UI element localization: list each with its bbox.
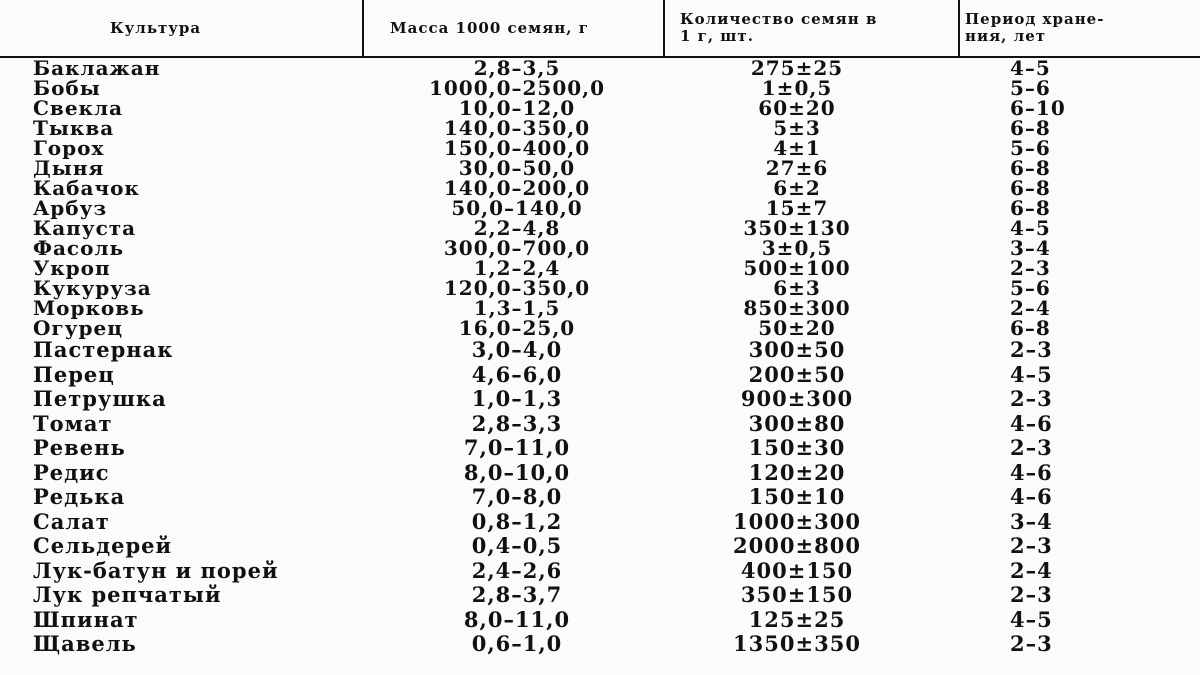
table-row — [0, 412, 1200, 437]
count-cell: 6±3 — [773, 276, 821, 300]
table-row — [0, 298, 1200, 318]
mass-cell: 140,0–350,0 — [443, 116, 591, 140]
mass-cell: 300,0–700,0 — [443, 236, 591, 260]
culture-cell: Салат — [33, 508, 110, 534]
table-row — [0, 158, 1200, 178]
count-cell: 27±6 — [765, 156, 829, 180]
count-cell: 3±0,5 — [761, 236, 833, 260]
culture-cell: Бобы — [33, 76, 101, 100]
period-cell: 2–3 — [1010, 386, 1053, 411]
period-cell: 2–3 — [1010, 631, 1053, 656]
header-divider — [362, 0, 364, 56]
mass-cell: 2,8–3,3 — [471, 410, 563, 436]
mass-cell: 0,4–0,5 — [471, 533, 563, 558]
period-cell: 4–5 — [1010, 216, 1051, 240]
mass-cell: 1,0–1,3 — [471, 386, 563, 411]
table-row — [0, 78, 1200, 98]
period-cell: 4–5 — [1010, 56, 1051, 80]
culture-cell: Томат — [33, 410, 113, 436]
culture-cell: Укроп — [33, 256, 111, 280]
culture-cell: Баклажан — [33, 56, 161, 80]
count-cell: 200±50 — [748, 361, 846, 387]
table-row — [0, 58, 1200, 78]
culture-cell: Петрушка — [33, 386, 167, 411]
mass-cell: 2,2–4,8 — [473, 216, 561, 240]
culture-cell: Дыня — [33, 156, 105, 180]
mass-cell: 8,0–11,0 — [463, 606, 571, 632]
count-cell: 150±30 — [748, 435, 846, 460]
period-cell: 5–6 — [1010, 76, 1051, 100]
table-row — [0, 338, 1200, 363]
count-cell: 500±100 — [743, 256, 851, 280]
count-cell: 400±150 — [740, 557, 854, 583]
mass-cell: 4,6–6,0 — [471, 361, 563, 387]
mass-cell: 16,0–25,0 — [458, 316, 576, 340]
table-row — [0, 98, 1200, 118]
period-cell: 6–8 — [1010, 196, 1051, 220]
table-row — [0, 510, 1200, 535]
table-row — [0, 559, 1200, 584]
period-cell: 6–10 — [1010, 96, 1066, 120]
table-row — [0, 198, 1200, 218]
count-cell: 15±7 — [765, 196, 829, 220]
culture-cell: Перец — [33, 361, 115, 387]
table-row — [0, 632, 1200, 657]
culture-cell: Пастернак — [33, 337, 174, 362]
count-cell: 275±25 — [750, 56, 844, 80]
mass-cell: 0,8–1,2 — [471, 508, 563, 534]
period-cell: 6–8 — [1010, 316, 1051, 340]
culture-cell: Щавель — [33, 631, 137, 656]
header-divider — [663, 0, 665, 56]
period-cell: 2–4 — [1010, 557, 1053, 583]
culture-cell: Свекла — [33, 96, 124, 120]
table-row — [0, 118, 1200, 138]
culture-cell: Горох — [33, 136, 105, 160]
table-row — [0, 218, 1200, 238]
table-row — [0, 461, 1200, 486]
mass-cell: 7,0–8,0 — [471, 484, 563, 509]
count-cell: 120±20 — [748, 459, 846, 485]
table-row — [0, 318, 1200, 338]
period-cell: 2–3 — [1010, 256, 1051, 280]
mass-cell: 150,0–400,0 — [443, 136, 591, 160]
table-body — [0, 58, 1200, 657]
culture-cell: Арбуз — [33, 196, 108, 220]
mass-cell: 120,0–350,0 — [443, 276, 591, 300]
count-cell: 350±150 — [740, 582, 854, 607]
period-cell: 6–8 — [1010, 116, 1051, 140]
period-cell: 5–6 — [1010, 276, 1051, 300]
count-cell: 850±300 — [743, 296, 851, 320]
period-cell: 4–6 — [1010, 410, 1053, 436]
header-count: Количество семян в 1 г, шт. — [680, 10, 878, 45]
table-row — [0, 138, 1200, 158]
table-header — [0, 0, 1200, 58]
period-cell: 3–4 — [1010, 236, 1051, 260]
count-cell: 1±0,5 — [761, 76, 833, 100]
mass-cell: 1000,0–2500,0 — [428, 76, 606, 100]
period-cell: 5–6 — [1010, 136, 1051, 160]
mass-cell: 8,0–10,0 — [463, 459, 571, 485]
mass-cell: 2,4–2,6 — [471, 557, 563, 583]
count-cell: 300±80 — [748, 410, 846, 436]
mass-cell: 0,6–1,0 — [471, 631, 563, 656]
count-cell: 60±20 — [758, 96, 836, 120]
culture-cell: Кабачок — [33, 176, 140, 200]
period-cell: 2–3 — [1010, 337, 1053, 362]
mass-cell: 30,0–50,0 — [458, 156, 576, 180]
culture-cell: Тыква — [33, 116, 115, 140]
table-row — [0, 387, 1200, 412]
culture-cell: Редис — [33, 459, 110, 485]
mass-cell: 10,0–12,0 — [458, 96, 576, 120]
period-cell: 4–5 — [1010, 361, 1053, 387]
header-period: Период хране- ния, лет — [965, 10, 1105, 45]
header-divider — [958, 0, 960, 56]
table-row — [0, 534, 1200, 559]
culture-cell: Лук-батун и порей — [33, 557, 279, 583]
count-cell: 300±50 — [748, 337, 846, 362]
period-cell: 2–4 — [1010, 296, 1051, 320]
mass-cell: 2,8–3,7 — [471, 582, 563, 607]
table-row — [0, 258, 1200, 278]
count-cell: 900±300 — [740, 386, 854, 411]
count-cell: 1350±350 — [733, 631, 861, 656]
period-cell: 4–5 — [1010, 606, 1053, 632]
table-row — [0, 238, 1200, 258]
mass-cell: 3,0–4,0 — [471, 337, 563, 362]
table-row — [0, 178, 1200, 198]
culture-cell: Сельдерей — [33, 533, 173, 558]
period-cell: 2–3 — [1010, 533, 1053, 558]
period-cell: 6–8 — [1010, 176, 1051, 200]
culture-cell: Фасоль — [33, 236, 125, 260]
period-cell: 2–3 — [1010, 582, 1053, 607]
culture-cell: Морковь — [33, 296, 145, 320]
table-row — [0, 485, 1200, 510]
count-cell: 4±1 — [773, 136, 821, 160]
culture-cell: Капуста — [33, 216, 137, 240]
mass-cell: 2,8–3,5 — [473, 56, 561, 80]
count-cell: 2000±800 — [733, 533, 861, 558]
period-cell: 4–6 — [1010, 484, 1053, 509]
table-row — [0, 608, 1200, 633]
culture-cell: Кукуруза — [33, 276, 152, 300]
culture-cell: Редька — [33, 484, 126, 509]
count-cell: 125±25 — [748, 606, 846, 632]
count-cell: 150±10 — [748, 484, 846, 509]
culture-cell: Шпинат — [33, 606, 139, 632]
table-row — [0, 363, 1200, 388]
culture-cell: Лук репчатый — [33, 582, 222, 607]
period-cell: 6–8 — [1010, 156, 1051, 180]
period-cell: 2–3 — [1010, 435, 1053, 460]
mass-cell: 140,0–200,0 — [443, 176, 591, 200]
table-row — [0, 436, 1200, 461]
count-cell: 350±130 — [743, 216, 851, 240]
period-cell: 3–4 — [1010, 508, 1053, 534]
count-cell: 5±3 — [773, 116, 821, 140]
header-culture: Культура — [110, 18, 202, 37]
mass-cell: 50,0–140,0 — [451, 196, 583, 220]
count-cell: 6±2 — [773, 176, 821, 200]
header-mass: Масса 1000 семян, г — [390, 18, 589, 37]
period-cell: 4–6 — [1010, 459, 1053, 485]
table-row — [0, 583, 1200, 608]
culture-cell: Огурец — [33, 316, 123, 340]
mass-cell: 1,2–2,4 — [473, 256, 561, 280]
table-row — [0, 278, 1200, 298]
mass-cell: 1,3–1,5 — [473, 296, 561, 320]
count-cell: 1000±300 — [733, 508, 861, 534]
mass-cell: 7,0–11,0 — [463, 435, 571, 460]
culture-cell: Ревень — [33, 435, 126, 460]
count-cell: 50±20 — [758, 316, 836, 340]
